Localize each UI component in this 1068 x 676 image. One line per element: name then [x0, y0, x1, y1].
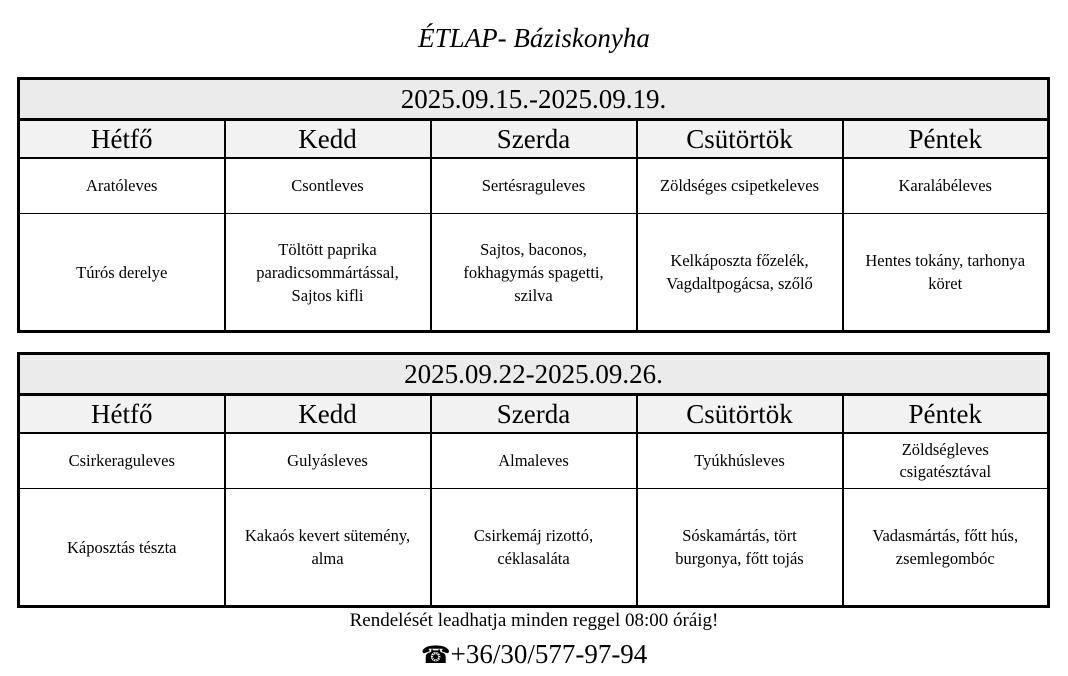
- soup-wednesday: Sertésraguleves: [481, 176, 586, 195]
- main-wednesday: Sajtos, baconos, fokhagymás spagetti, szilva: [463, 239, 604, 305]
- phone-number: +36/30/577-97-94: [450, 639, 648, 669]
- menu-title: ÉTLAP- Báziskonyha: [418, 23, 650, 53]
- main-tuesday: Töltött paprika paradicsommártással, Sajtos kifli: [256, 239, 399, 305]
- order-deadline-note: Rendelését leadhatja minden reggel 08:00 óráig!: [349, 610, 719, 631]
- soup-cell: [843, 158, 1049, 214]
- soup-tuesday: Gulyásleves: [287, 451, 368, 470]
- week-1-date-row: [19, 79, 1049, 120]
- main-monday: Túrós derelye: [76, 262, 168, 282]
- main-cell: [225, 214, 431, 332]
- main-cell: [637, 214, 843, 332]
- main-wednesday: Csirkemáj rizottó, céklasaláta: [473, 526, 594, 568]
- day-header-thursday: Csütörtök: [637, 120, 843, 159]
- week-2-menu-table: [17, 352, 1050, 608]
- week-2-main-row: [19, 489, 1049, 607]
- soup-cell: [431, 433, 637, 489]
- week-1-menu-table: [17, 77, 1050, 333]
- soup-thursday: Zöldséges csipetkeleves: [660, 176, 819, 195]
- soup-cell: [637, 158, 843, 214]
- soup-cell: [637, 433, 843, 489]
- main-thursday: Kelkáposzta főzelék, Vagdaltpogácsa, szőlő: [666, 251, 813, 293]
- soup-friday: Zöldségleves csigatésztával: [899, 440, 992, 481]
- day-header-friday: Péntek: [843, 395, 1049, 434]
- main-friday: Vadasmártás, főtt hús, zsemlegombóc: [872, 526, 1019, 568]
- soup-wednesday: Almaleves: [498, 451, 569, 470]
- soup-cell: [225, 158, 431, 214]
- main-cell: [637, 489, 843, 607]
- main-tuesday: Kakaós kevert sütemény, alma: [244, 526, 411, 568]
- day-header-tuesday: Kedd: [225, 120, 431, 159]
- main-cell: [225, 489, 431, 607]
- soup-cell: [431, 158, 637, 214]
- day-header-tuesday: Kedd: [225, 395, 431, 434]
- contact-phone: [0, 636, 1068, 673]
- week-2-date-row: [19, 354, 1049, 395]
- soup-cell: [19, 433, 225, 489]
- week-1-date-range: 2025.09.15.-2025.09.19.: [19, 79, 1049, 120]
- main-cell: [19, 489, 225, 607]
- week-1-main-row: [19, 214, 1049, 332]
- day-header-wednesday: Szerda: [431, 120, 637, 159]
- day-header-friday: Péntek: [843, 120, 1049, 159]
- soup-thursday: Tyúkhúsleves: [694, 451, 785, 470]
- telephone-icon: ☎: [420, 641, 451, 669]
- day-header-monday: Hétfő: [19, 395, 225, 434]
- soup-monday: Aratóleves: [86, 176, 158, 195]
- main-friday: Hentes tokány, tarhonya köret: [865, 251, 1026, 293]
- main-cell: [843, 489, 1049, 607]
- week-2-day-header-row: [19, 395, 1049, 434]
- main-cell: [431, 489, 637, 607]
- main-monday: Káposztás tészta: [67, 537, 177, 557]
- main-cell: [19, 214, 225, 332]
- soup-friday: Karalábéleves: [898, 176, 992, 195]
- main-cell: [431, 214, 637, 332]
- main-thursday: Sóskamártás, tört burgonya, főtt tojás: [675, 526, 804, 568]
- week-2-date-range: 2025.09.22-2025.09.26.: [19, 354, 1049, 395]
- soup-monday: Csirkeraguleves: [68, 451, 175, 470]
- main-cell: [843, 214, 1049, 332]
- soup-cell: [19, 158, 225, 214]
- week-2-soup-row: [19, 433, 1049, 489]
- day-header-wednesday: Szerda: [431, 395, 637, 434]
- day-header-thursday: Csütörtök: [637, 395, 843, 434]
- day-header-monday: Hétfő: [19, 120, 225, 159]
- soup-cell: [843, 433, 1049, 489]
- week-1-soup-row: [19, 158, 1049, 214]
- soup-tuesday: Csontleves: [291, 176, 364, 195]
- soup-cell: [225, 433, 431, 489]
- week-1-day-header-row: [19, 120, 1049, 159]
